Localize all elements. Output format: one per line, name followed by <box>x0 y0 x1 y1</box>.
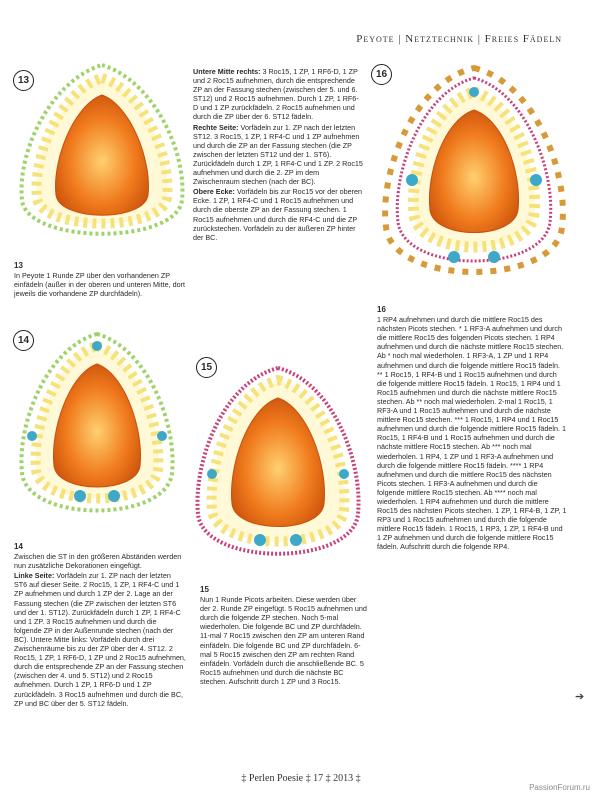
figure-15-illustration <box>188 362 368 577</box>
upper-corner-heading: Obere Ecke: <box>193 187 235 197</box>
step-13-text <box>14 261 189 299</box>
figure-14-badge: 14 <box>13 330 34 351</box>
figure-13-illustration <box>12 60 192 260</box>
step-16-number: 16 <box>377 305 386 314</box>
figure-16-badge: 16 <box>371 64 392 85</box>
figure-13-badge: 13 <box>13 70 34 91</box>
page-footer: ‡ Perlen Poesie ‡ 17 ‡ 2013 ‡ <box>241 773 361 784</box>
step-15-number: 15 <box>200 585 209 594</box>
step-13-number: 13 <box>14 261 23 270</box>
left-side-body: Vorfädeln zur 1. ZP nach der letzten ST6 auf dieser Seite. 2 Roc15, 1 ZP, 1 RF4-C und 1 ZP aufnehmen und durch 1 ZP der 2. Lage an der Fassung stechen (die ZP zwischen der letzten ST6 und der 1. ST12). Zurückfädeln durch 1 ZP, 1 RF4-C und 1 ZP. 3 Roc15 aufnehmen und durch die folgende ZP in der Außenrunde stechen (nach der BC). Untere Mitte links: Vorfädeln durch drei Zwischenräume bis zu der ZP über der 4. ST12. 2 Roc15, 1 ZP, 1 RF6-D, 1 ZP und 2 Roc15 aufnehmen, durch die entsprechende ZP an der Fassung stechen (zwischen der 4. und 5. ST12) und 2 Roc15 aufnehmen. Durch 1 ZP, 1 RF6-D und 1 ZP zurückfädeln. 3 Roc15 aufnehmen und durch die BC, ZP und BC über der 5. ST12 fädeln. <box>14 571 186 708</box>
watermark: PassionForum.ru <box>529 783 590 792</box>
lower-middle-right-heading: Untere Mitte rechts: <box>193 67 261 76</box>
figure-16-illustration <box>374 62 574 297</box>
continue-arrow-icon: ➔ <box>575 691 585 703</box>
step-16-text <box>377 305 567 553</box>
figure-14-illustration <box>12 328 182 533</box>
step-15-body: Nun 1 Runde Picots arbeiten. Diese werden über der 2. Runde ZP eingefügt. 5 Roc15 aufnehmen und durch die folgende ZP stechen. Noch 5-mal wiederholen. Die folgende BC und ZP durchfädeln. 11-mal 7 Roc15 zwischen den ZP am unteren Rand einfädeln. Die folgende BC und ZP durchfädeln. 6-mal 5 Roc15 zwischen den ZP am rechten Rand einfädeln. Vorfädeln durch die anschließende BC. 5 Roc15 aufnehmen und durch die nächste BC stechen. Aufschritt durch 1 ZP und 3 Roc15. <box>200 595 367 686</box>
left-side-heading: Linke Seite: <box>14 571 55 581</box>
right-side-heading: Rechte Seite: <box>193 122 239 132</box>
step-13-body: In Peyote 1 Runde ZP über den vorhandenen ZP einfädeln (außer in der oberen und unteren Mitte, dort jeweils die vorhandene ZP durchfädeln). <box>14 271 186 299</box>
middle-column-text <box>193 67 363 243</box>
step-14-intro: Zwischen die ST in den größeren Abständen werden nun zusätzliche Dekorationen eingefügt. <box>14 552 182 571</box>
step-14-number: 14 <box>14 542 23 551</box>
figure-15-badge: 15 <box>196 357 217 378</box>
step-16-body: 1 RP4 aufnehmen und durch die mittlere Roc15 des nächsten Picots stechen. * 1 RF3-A aufnehmen und durch die mittlere Roc15 des folgenden Picots stechen. 1 RP4 aufnehmen und durch die nächste mittlere Roc15 stechen. Ab * noch mal wiederholen. 1 RF3-A, 1 ZP und 1 RP4 aufnehmen und durch die folgende mittlere Roc15 fädeln. ** 1 Roc15, 1 RF4-B und 1 Roc15 aufnehmen und durch die folgende mittlere Roc15 fädeln. 1 Roc15, 1 RP4 und 1 Roc15 aufnehmen und durch die nächste mittlere Roc15 stechen. Ab ** noch mal wiederholen. 2-mal 1 Roc15, 1 RF3-A und 1 Roc15 aufnehmen und durch die nächste mittlere Roc15 stechen. *** 1 Roc15, 1 RP4 und 1 Roc15 aufnehmen und durch die folgende mittlere Roc15 fädeln. 1 Roc15, 1 RF4-B und 1 Roc15 aufnehmen und durch die nächste mittlere Roc15 stechen. Ab *** noch mal wiederholen. 1 RP4, 1 ZP und 1 RF3-A aufnehmen und durch die folgende mittlere Roc15 fädeln. **** 1 RP4 aufnehmen und durch die mittlere Roc15 des nächsten Picots stechen. 1 RF3-A aufnehmen und durch die folgende mittlere Roc15 stechen. Ab **** noch mal wiederholen. 1 RP4 aufnehmen und durch die mittlere Roc15 des nächsten Picots stechen. 1 ZP, 1 RF4-B, 1 ZP, 1 RP3 und 1 Roc15 aufnehmen und durch die folgende mittlere Roc15 fädeln. 1 Roc15, 1 RP3, 1 ZP, 1 RF4-B und 1 ZP aufnehmen und durch die folgende mittlere Roc15 fädeln. Aufschritt durch die folgende RP4. <box>377 315 567 552</box>
upper-corner-body: Vorfädeln bis zur Roc15 vor der oberen Ecke. 1 ZP, 1 RF4-C und 1 Roc15 aufnehmen und durch die oberste ZP an der Fassung stechen. 1 Roc15 aufnehmen und durch die RF4-C und die ZP zurückstechen. Vorfädeln zu der äußeren ZP hinter der BC. <box>193 187 363 242</box>
step-14-text <box>14 542 186 709</box>
page-header: Peyote | Netztechnik | Freies Fädeln <box>356 33 562 45</box>
lower-middle-right-body: 3 Roc15, 1 ZP, 1 RF6-D, 1 ZP und 2 Roc15 aufnehmen, durch die entsprechende ZP an der Fassung stechen (zwischen der 5. und 6. ST12) und 2 Roc15 aufnehmen. Durch 1 ZP, 1 RF6-D und 1 ZP zurückfädeln. 2 Roc15 aufnehmen und durch die ZP über der 6. ST12 fädeln. <box>193 67 359 122</box>
right-side-body: Vorfädeln zur 1. ZP nach der letzten ST12. 3 Roc15, 1 ZP, 1 RF4-C und 1 ZP aufnehmen und durch die ZP an der Fassung stechen (die ZP zwischen der letzten ST12 und der 1. ST6). Zurückfädeln durch 1 ZP, 1 RF4-C und 1 ZP. 2 Roc15 aufnehmen und durch die 2. ZP im dem Zwischenraum stechen (nach der BC). <box>193 122 363 187</box>
step-15-text <box>200 585 368 687</box>
